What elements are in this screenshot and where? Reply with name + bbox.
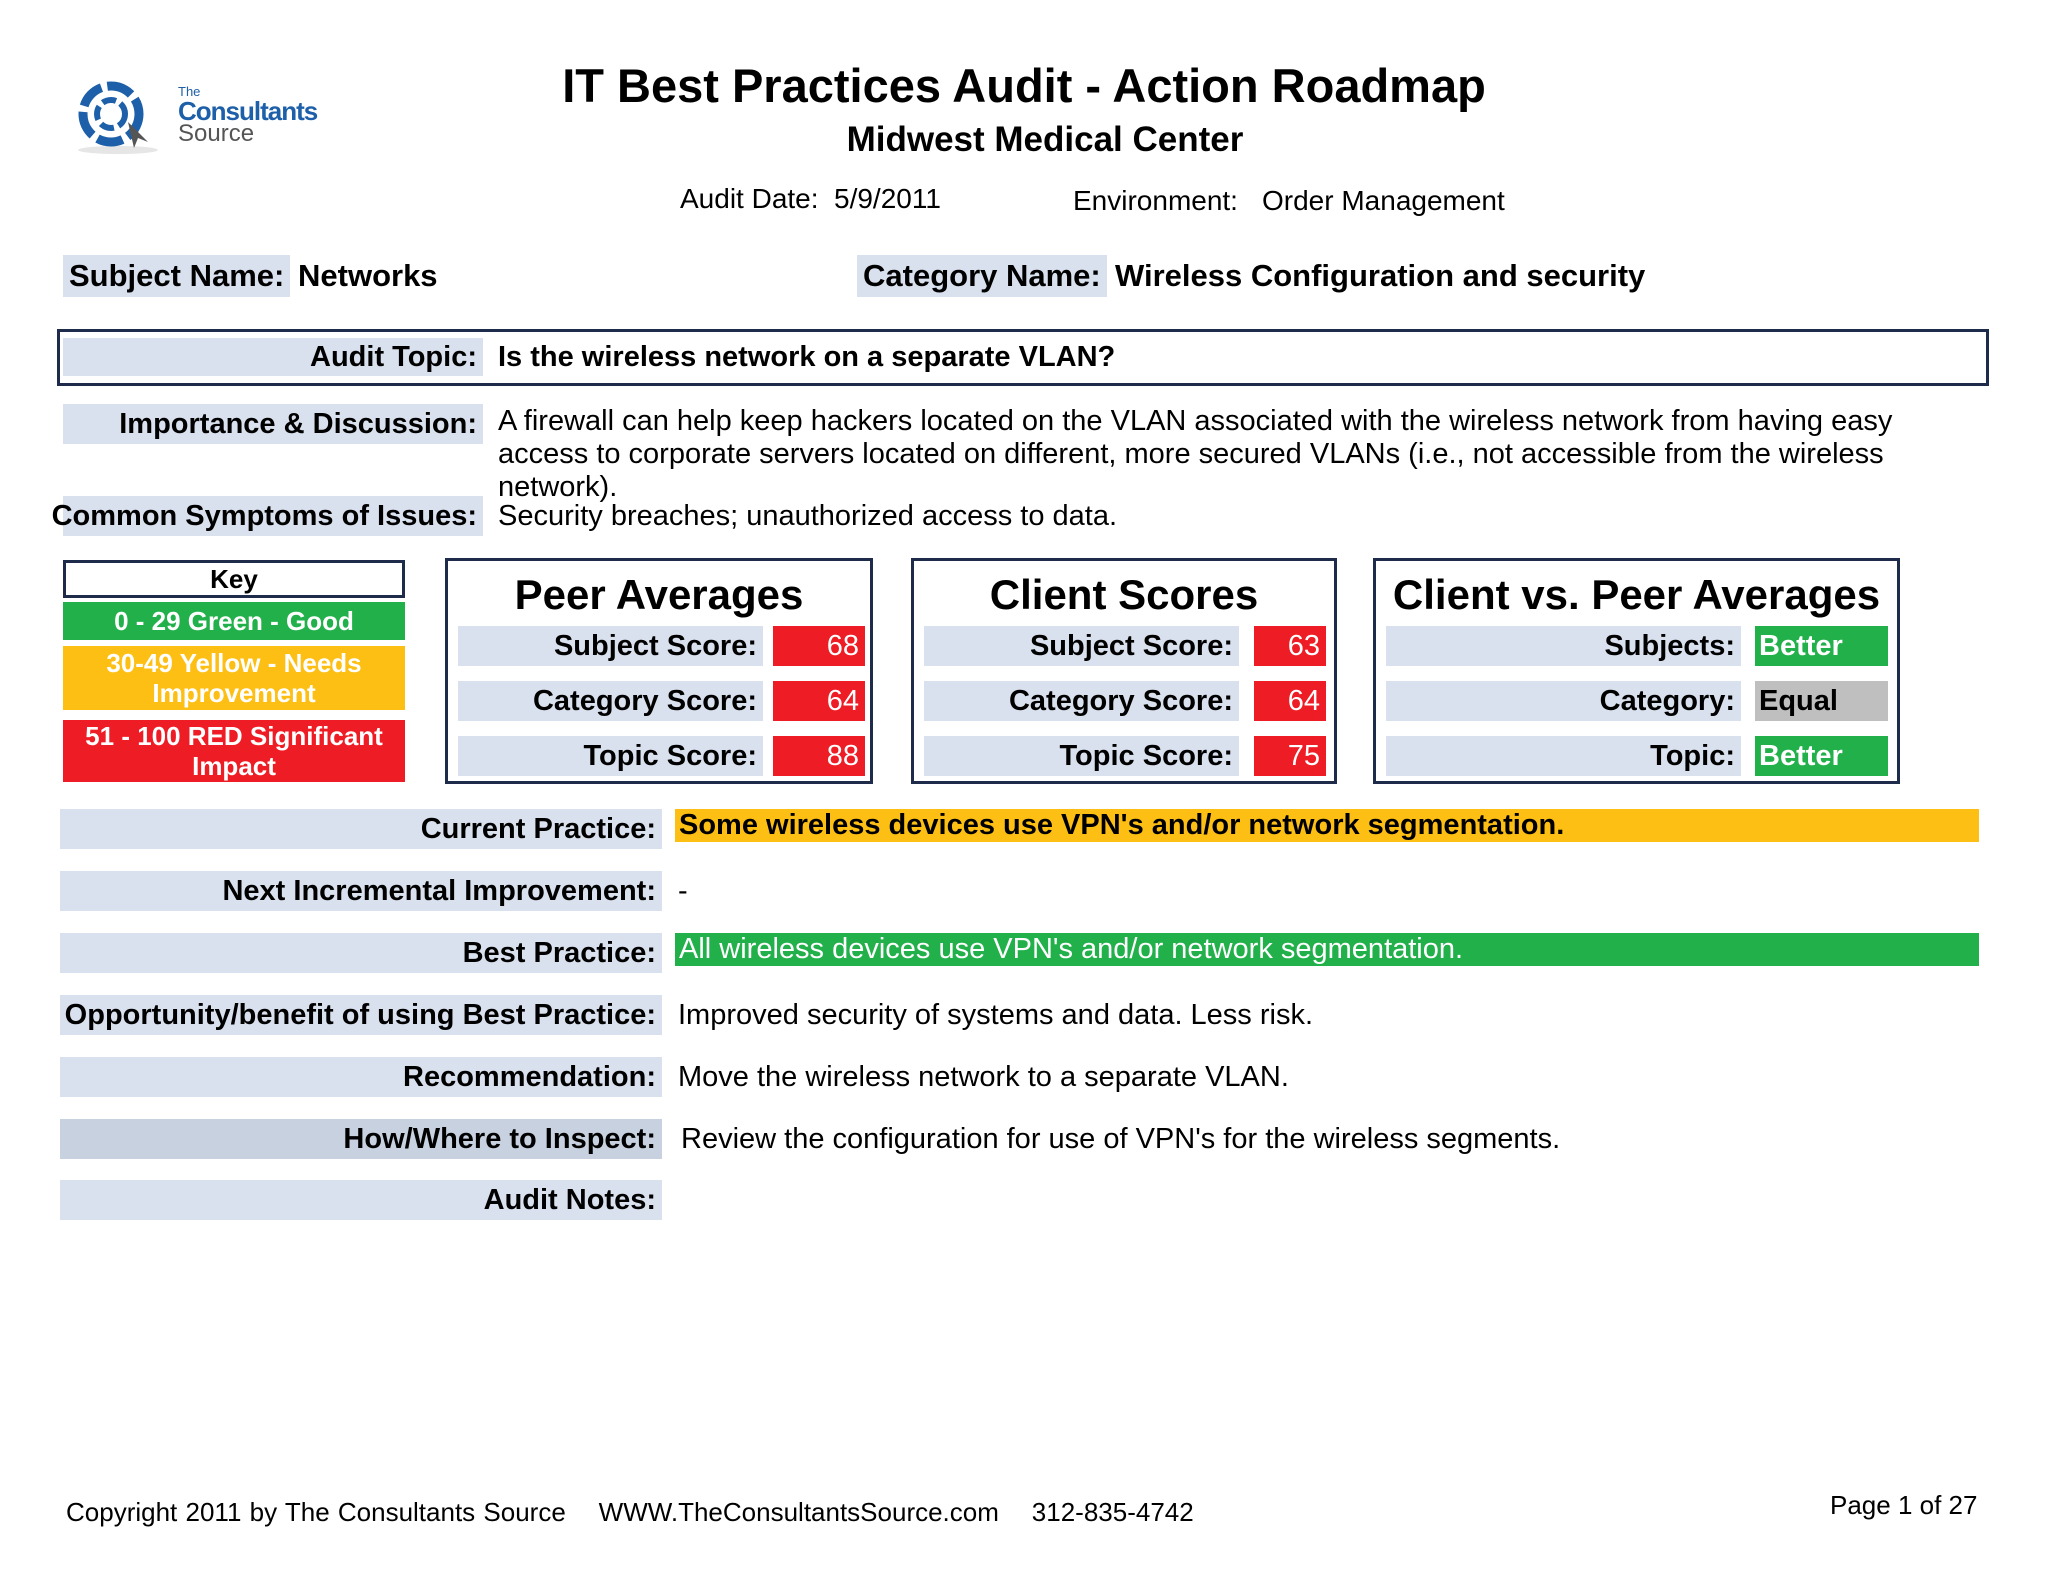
recommendation-label: Recommendation:: [60, 1057, 662, 1097]
symptoms-value: Security breaches; unauthorized access to data.: [498, 499, 1118, 532]
client-subject-score-value: 63: [1254, 626, 1326, 666]
comparison-topic-value: Better: [1755, 736, 1888, 776]
current-practice-label: Current Practice:: [60, 809, 662, 849]
footer-copyright: Copyright 2011 by The Consultants Source WWW.TheConsultantsSource.com 312-835-4742: [66, 1497, 1194, 1527]
audit-topic-label: Audit Topic:: [63, 338, 483, 376]
client-topic-score-label: Topic Score:: [924, 736, 1239, 776]
category-name-value: Wireless Configuration and security: [1115, 258, 1646, 293]
how-where-label: How/Where to Inspect:: [60, 1119, 662, 1159]
page-title: IT Best Practices Audit - Action Roadmap: [562, 59, 1486, 112]
logo-text-source: Source: [178, 120, 255, 147]
peer-topic-score-label: Topic Score:: [458, 736, 763, 776]
category-name-label: Category Name:: [857, 255, 1107, 297]
comparison-subjects-value: Better: [1755, 626, 1888, 666]
client-subject-score-label: Subject Score:: [924, 626, 1239, 666]
current-practice-value: Some wireless devices use VPN's and/or network segmentation.: [675, 809, 1979, 842]
key-yellow-range: 30-49 Yellow - Needs Improvement: [63, 646, 405, 710]
opportunity-label: Opportunity/benefit of using Best Practice:: [60, 995, 662, 1035]
next-improvement-value: -: [678, 874, 688, 907]
comparison-topic-label: Topic:: [1386, 736, 1741, 776]
peer-topic-score-value: 88: [773, 736, 865, 776]
peer-subject-score-value: 68: [773, 626, 865, 666]
peer-averages-title: Peer Averages: [514, 571, 804, 618]
best-practice-value: All wireless devices use VPN's and/or network segmentation.: [675, 933, 1979, 966]
peer-averages-panel: [445, 558, 873, 784]
client-scores-panel: [911, 558, 1337, 784]
client-category-score-value: 64: [1254, 681, 1326, 721]
client-vs-peer-title: Client vs. Peer Averages: [1392, 571, 1881, 618]
key-red-range: 51 - 100 RED Significant Impact: [63, 720, 405, 782]
key-title: Key: [63, 560, 405, 598]
client-scores-title: Client Scores: [989, 571, 1259, 618]
client-topic-score-value: 75: [1254, 736, 1326, 776]
audit-date-label: Audit Date:: [680, 183, 819, 214]
peer-subject-score-label: Subject Score:: [458, 626, 763, 666]
recommendation-value: Move the wireless network to a separate VLAN.: [678, 1060, 1289, 1093]
audit-notes-label: Audit Notes:: [60, 1180, 662, 1220]
client-vs-peer-panel: [1373, 558, 1900, 784]
comparison-subjects-label: Subjects:: [1386, 626, 1741, 666]
how-where-value: Review the configuration for use of VPN's for the wireless segments.: [681, 1122, 1561, 1155]
symptoms-label: Common Symptoms of Issues:: [63, 496, 483, 536]
page-subtitle: Midwest Medical Center: [846, 120, 1244, 159]
peer-category-score-value: 64: [773, 681, 865, 721]
comparison-category-value: Equal: [1755, 681, 1888, 721]
client-category-score-label: Category Score:: [924, 681, 1239, 721]
next-improvement-label: Next Incremental Improvement:: [60, 871, 662, 911]
importance-text: A firewall can help keep hackers located on the VLAN associated with the wireless network from having easy access to corporate servers located on different, more secured VLANs (i.e., not accessible from the wireless network).: [498, 405, 1893, 503]
opportunity-value: Improved security of systems and data. Less risk.: [678, 998, 1314, 1031]
subject-name-label: Subject Name:: [63, 255, 290, 297]
best-practice-label: Best Practice:: [60, 933, 662, 973]
audit-date-value: 5/9/2011: [834, 183, 941, 214]
logo-text-consultants: Consultants: [178, 96, 318, 126]
page-number: Page 1 of 27: [1830, 1490, 1978, 1520]
environment-label: Environment:: [1073, 185, 1238, 216]
audit-topic-value: Is the wireless network on a separate VLAN?: [498, 340, 1116, 373]
logo-text-the: The: [178, 84, 201, 99]
environment-value: Order Management: [1262, 185, 1505, 216]
subject-name-value: Networks: [298, 258, 438, 293]
importance-label: Importance & Discussion:: [63, 404, 483, 444]
peer-category-score-label: Category Score:: [458, 681, 763, 721]
comparison-category-label: Category:: [1386, 681, 1741, 721]
key-green-range: 0 - 29 Green - Good: [63, 602, 405, 640]
